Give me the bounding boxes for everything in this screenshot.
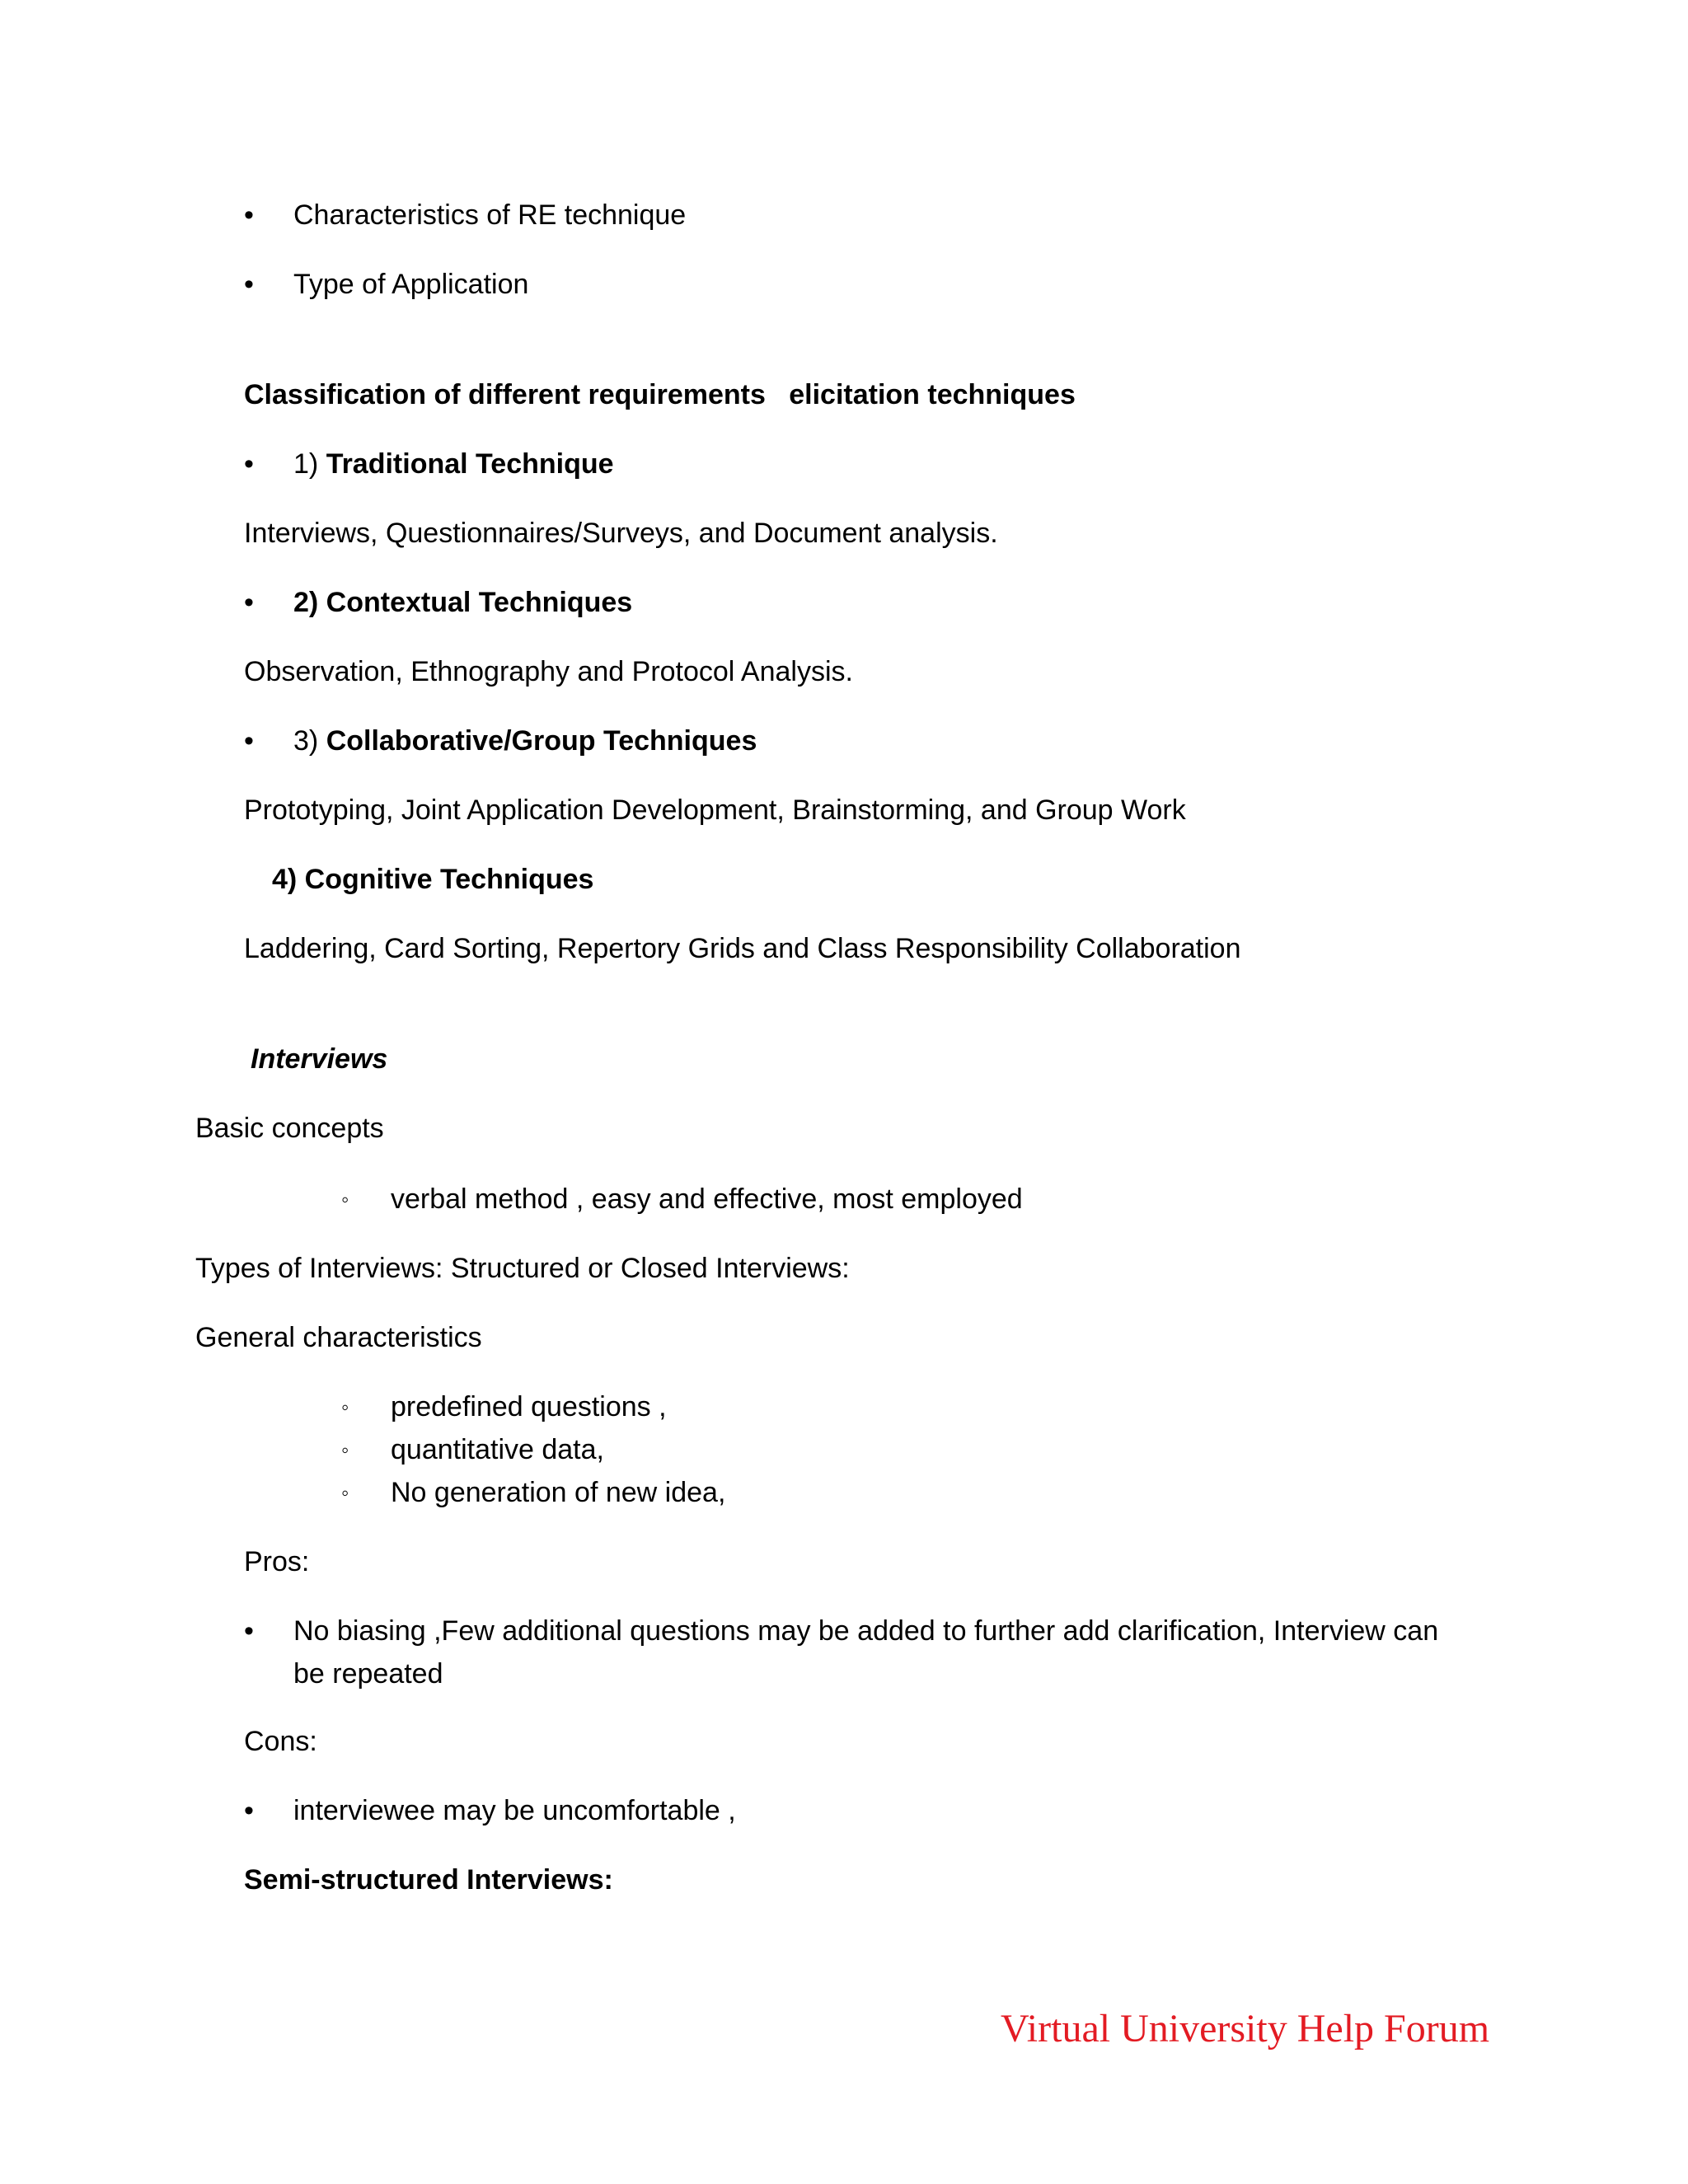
circle-bullet: ◦ xyxy=(341,1437,349,1462)
bullet-dot: • xyxy=(244,587,254,618)
general-characteristics-item: predefined questions , xyxy=(391,1391,667,1422)
category-title: 4) Cognitive Techniques xyxy=(272,864,594,895)
category-description: Observation, Ethnography and Protocol Analysis. xyxy=(244,656,853,687)
bullet-text: Characteristics of RE technique xyxy=(293,199,687,231)
bullet-dot: • xyxy=(244,1615,254,1647)
bullet-dot: • xyxy=(244,199,254,231)
pros-item: No biasing ,Few additional questions may be added to further add clarification, Interview can be repeated xyxy=(293,1615,1439,1690)
section-heading: Classification of different requirements elicitation techniques xyxy=(244,379,1076,410)
bullet-dot: • xyxy=(244,448,254,480)
circle-bullet: ◦ xyxy=(341,1480,349,1505)
cons-label: Cons: xyxy=(244,1726,317,1757)
category-prefix: 3) xyxy=(293,725,326,757)
interviews-heading: Interviews xyxy=(251,1043,388,1075)
circle-bullet: ◦ xyxy=(341,1187,349,1212)
category-description: Laddering, Card Sorting, Repertory Grids and Class Responsibility Collaboration xyxy=(244,933,1241,964)
bullet-dot: • xyxy=(244,725,254,757)
semi-structured-heading: Semi-structured Interviews: xyxy=(244,1864,613,1896)
types-of-interviews: Types of Interviews: Structured or Closed Interviews: xyxy=(195,1253,850,1284)
bullet-text: Type of Application xyxy=(293,269,529,300)
general-characteristics-label: General characteristics xyxy=(195,1322,482,1353)
category-description: Prototyping, Joint Application Development, Brainstorming, and Group Work xyxy=(244,794,1186,826)
circle-bullet: ◦ xyxy=(341,1394,349,1419)
category-title: Traditional Technique xyxy=(326,448,614,480)
general-characteristics-item: quantitative data, xyxy=(391,1434,604,1465)
category-prefix: 1) xyxy=(293,448,326,480)
bullet-dot: • xyxy=(244,1795,254,1826)
category-item xyxy=(293,447,614,481)
category-item xyxy=(293,724,757,758)
footer-watermark: Virtual University Help Forum xyxy=(1001,2007,1490,2050)
cons-item: interviewee may be uncomfortable , xyxy=(293,1795,736,1826)
pros-label: Pros: xyxy=(244,1546,310,1577)
category-description: Interviews, Questionnaires/Surveys, and Document analysis. xyxy=(244,518,998,549)
general-characteristics-item: No generation of new idea, xyxy=(391,1477,726,1508)
category-title: Collaborative/Group Techniques xyxy=(326,725,757,757)
bullet-dot: • xyxy=(244,269,254,300)
basic-concepts-item: verbal method , easy and effective, most employed xyxy=(391,1183,1023,1215)
category-title: 2) Contextual Techniques xyxy=(293,587,633,618)
basic-concepts-label: Basic concepts xyxy=(195,1113,384,1144)
